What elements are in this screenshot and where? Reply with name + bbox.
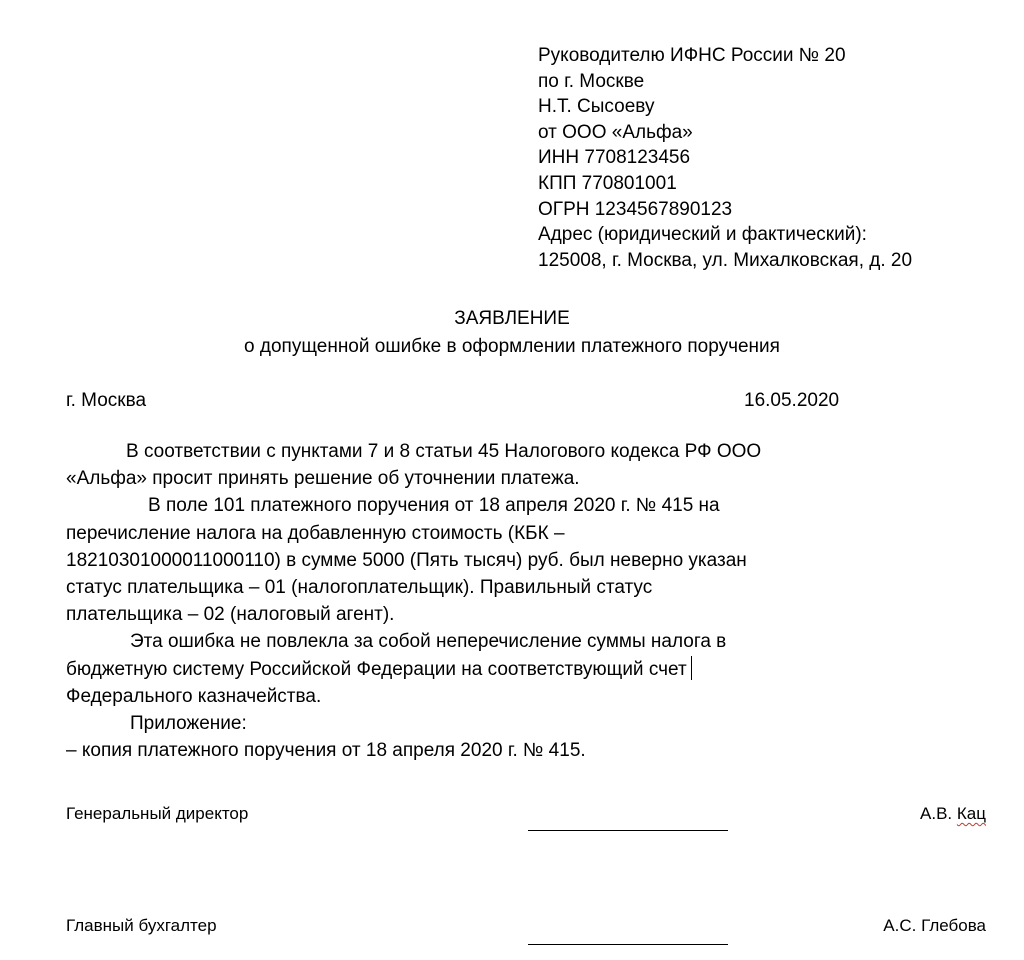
document-body <box>66 438 946 764</box>
body-line: 18210301000011000110) в сумме 5000 (Пять тысяч) руб. был неверно указан <box>66 549 747 571</box>
addressee-line: по г. Москве <box>538 70 645 92</box>
addressee-line: Руководителю ИФНС России № 20 <box>538 45 846 66</box>
text-cursor <box>691 656 692 680</box>
document-subtitle: о допущенной ошибке в оформлении платежного поручения <box>244 336 780 357</box>
addressee-line: от ООО «Альфа» <box>538 121 693 143</box>
director-signature-line <box>528 830 728 831</box>
document-date: 16.05.2020 <box>744 390 840 411</box>
body-line: статус плательщика – 01 (налогоплательщик). Правильный статус <box>66 577 653 599</box>
body-line-text: бюджетную систему Российской Федерации на соответствующий счет <box>66 658 687 680</box>
director-initials: А.В. <box>920 804 953 823</box>
accountant-signature-line <box>528 944 728 945</box>
body-line: – копия платежного поручения от 18 апреля 2020 г. № 415. <box>66 740 586 762</box>
body-line: В поле 101 платежного поручения от 18 апреля 2020 г. № 415 на <box>148 495 720 517</box>
body-line: плательщика – 02 (налоговый агент). <box>66 604 395 626</box>
body-line: «Альфа» просит принять решение об уточнении платежа. <box>66 468 580 490</box>
addressee-line: 125008, г. Москва, ул. Михалковская, д. 20 <box>538 249 913 271</box>
addressee-line: ОГРН 1234567890123 <box>538 198 733 220</box>
director-surname: Кац <box>956 804 986 823</box>
accountant-name: А.С. Глебова <box>883 916 986 935</box>
body-line: Приложение: <box>130 713 247 735</box>
director-name <box>920 802 986 826</box>
addressee-block <box>538 43 1008 273</box>
body-line: Эта ошибка не повлекла за собой неперечисление суммы налога в <box>130 631 727 653</box>
body-line-with-cursor <box>66 656 946 683</box>
city: г. Москва <box>66 390 147 411</box>
body-line: В соответствии с пунктами 7 и 8 статьи 45 Налогового кодекса РФ ООО <box>126 441 762 462</box>
body-line: Федерального казначейства. <box>66 685 322 707</box>
addressee-line: КПП 770801001 <box>538 172 677 194</box>
addressee-line: Адрес (юридический и фактический): <box>538 224 867 246</box>
accountant-role: Главный бухгалтер <box>66 916 217 935</box>
director-role: Генеральный директор <box>66 804 249 823</box>
body-line: перечисление налога на добавленную стоимость (КБК – <box>66 522 565 544</box>
addressee-line: Н.Т. Сысоеву <box>538 96 655 118</box>
document-title: ЗАЯВЛЕНИЕ <box>454 308 570 329</box>
addressee-line: ИНН 7708123456 <box>538 147 691 169</box>
